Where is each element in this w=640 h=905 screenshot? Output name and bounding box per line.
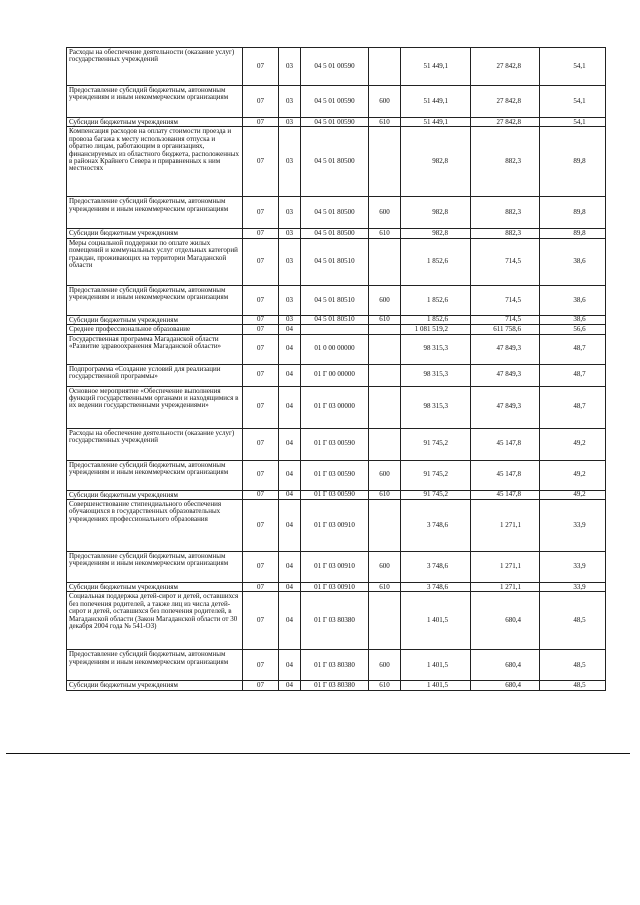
- cell-executed-amount: 714,5: [471, 285, 540, 315]
- cell-execution-percent: 54,1: [540, 86, 606, 118]
- cell-target-article: 01 Г 03 80380: [301, 681, 369, 690]
- cell-expense-type: 600: [369, 650, 401, 681]
- cell-section-code: 07: [243, 592, 279, 650]
- cell-executed-amount: 45 147,8: [471, 428, 540, 460]
- cell-execution-percent: 49,2: [540, 490, 606, 499]
- table-row: [67, 238, 606, 285]
- cell-executed-amount: 47 849,3: [471, 386, 540, 428]
- cell-execution-percent: 49,2: [540, 460, 606, 490]
- cell-target-article: 01 Г 03 00910: [301, 552, 369, 583]
- table-row: [67, 48, 606, 86]
- cell-section-code: 07: [243, 48, 279, 86]
- cell-execution-percent: 54,1: [540, 48, 606, 86]
- cell-expense-name: Предоставление субсидий бюджетным, автономным учреждениям и иным некоммерческим организациям: [67, 650, 243, 681]
- cell-planned-amount: 91 745,2: [401, 490, 471, 499]
- cell-planned-amount: 51 449,1: [401, 48, 471, 86]
- cell-section-code: 07: [243, 583, 279, 592]
- table-row: [67, 364, 606, 386]
- table-row: [67, 490, 606, 499]
- cell-section-code: 07: [243, 500, 279, 552]
- table-row: [67, 650, 606, 681]
- cell-target-article: 04 5 01 80500: [301, 197, 369, 229]
- cell-planned-amount: 982,8: [401, 197, 471, 229]
- cell-expense-name: Предоставление субсидий бюджетным, автономным учреждениям и иным некоммерческим организациям: [67, 460, 243, 490]
- cell-planned-amount: 1 401,5: [401, 592, 471, 650]
- cell-subsection-code: 04: [279, 583, 301, 592]
- cell-expense-type: [369, 127, 401, 197]
- cell-executed-amount: 47 849,3: [471, 364, 540, 386]
- cell-executed-amount: 714,5: [471, 315, 540, 324]
- cell-section-code: 07: [243, 650, 279, 681]
- cell-planned-amount: 1 401,5: [401, 681, 471, 690]
- cell-subsection-code: 03: [279, 229, 301, 238]
- table-row: [67, 285, 606, 315]
- cell-target-article: 04 5 01 00590: [301, 118, 369, 127]
- cell-subsection-code: 04: [279, 500, 301, 552]
- cell-planned-amount: 982,8: [401, 229, 471, 238]
- cell-planned-amount: 3 748,6: [401, 583, 471, 592]
- cell-expense-type: [369, 592, 401, 650]
- cell-execution-percent: 49,2: [540, 428, 606, 460]
- cell-expense-name: Социальная поддержка детей-сирот и детей, оставшихся без попечения родителей, а также лиц из числа детей-сирот и детей, оставшихся без попечения родителей, в Магаданской области (Закон Магаданской области от 30 декабря 2004 года № 541-ОЗ): [67, 592, 243, 650]
- cell-expense-type: [369, 238, 401, 285]
- cell-execution-percent: 33,9: [540, 552, 606, 583]
- cell-expense-name: Подпрограмма «Создание условий для реализации государственной программы»: [67, 364, 243, 386]
- cell-expense-name: Расходы на обеспечение деятельности (оказание услуг) государственных учреждений: [67, 48, 243, 86]
- cell-expense-name: Предоставление субсидий бюджетным, автономным учреждениям и иным некоммерческим организациям: [67, 197, 243, 229]
- table-row: [67, 428, 606, 460]
- cell-target-article: 01 Г 03 00590: [301, 460, 369, 490]
- cell-target-article: 01 Г 03 00590: [301, 490, 369, 499]
- cell-section-code: 07: [243, 490, 279, 499]
- cell-expense-name: Субсидии бюджетным учреждениям: [67, 490, 243, 499]
- cell-planned-amount: 98 315,3: [401, 386, 471, 428]
- table-row: [67, 325, 606, 334]
- cell-expense-name: Субсидии бюджетным учреждениям: [67, 315, 243, 324]
- cell-expense-name: Меры социальной поддержки по оплате жилых помещений и коммунальных услуг отдельных категорий граждан, проживающих на территории Магаданской области: [67, 238, 243, 285]
- cell-target-article: 04 5 01 00590: [301, 48, 369, 86]
- table-row: [67, 86, 606, 118]
- cell-expense-name: Субсидии бюджетным учреждениям: [67, 681, 243, 690]
- cell-planned-amount: 3 748,6: [401, 500, 471, 552]
- cell-target-article: 01 Г 03 00910: [301, 583, 369, 592]
- cell-section-code: 07: [243, 127, 279, 197]
- table-row: [67, 500, 606, 552]
- cell-execution-percent: 48,7: [540, 364, 606, 386]
- cell-target-article: 01 Г 00 00000: [301, 364, 369, 386]
- cell-execution-percent: 33,9: [540, 583, 606, 592]
- cell-section-code: 07: [243, 285, 279, 315]
- cell-planned-amount: 982,8: [401, 127, 471, 197]
- table-row: [67, 229, 606, 238]
- cell-execution-percent: 89,8: [540, 197, 606, 229]
- cell-executed-amount: 714,5: [471, 238, 540, 285]
- cell-subsection-code: 04: [279, 364, 301, 386]
- cell-subsection-code: 03: [279, 127, 301, 197]
- cell-section-code: 07: [243, 460, 279, 490]
- cell-subsection-code: 03: [279, 197, 301, 229]
- budget-execution-table: [66, 47, 606, 691]
- cell-expense-name: Предоставление субсидий бюджетным, автономным учреждениям и иным некоммерческим организациям: [67, 285, 243, 315]
- page-bottom-rule: [6, 753, 630, 754]
- cell-section-code: 07: [243, 229, 279, 238]
- table-row: [67, 334, 606, 364]
- cell-expense-type: 600: [369, 197, 401, 229]
- cell-expense-type: [369, 386, 401, 428]
- cell-subsection-code: 03: [279, 315, 301, 324]
- cell-execution-percent: 48,5: [540, 681, 606, 690]
- cell-planned-amount: 1 401,5: [401, 650, 471, 681]
- cell-subsection-code: 04: [279, 428, 301, 460]
- cell-execution-percent: 48,7: [540, 386, 606, 428]
- cell-planned-amount: 51 449,1: [401, 118, 471, 127]
- cell-planned-amount: 98 315,3: [401, 364, 471, 386]
- cell-execution-percent: 38,6: [540, 285, 606, 315]
- cell-planned-amount: 3 748,6: [401, 552, 471, 583]
- table-row: [67, 552, 606, 583]
- cell-execution-percent: 56,6: [540, 325, 606, 334]
- cell-expense-type: 610: [369, 118, 401, 127]
- table-row: [67, 315, 606, 324]
- cell-subsection-code: 03: [279, 48, 301, 86]
- table-row: [67, 118, 606, 127]
- cell-target-article: 01 Г 03 00000: [301, 386, 369, 428]
- cell-executed-amount: 27 842,8: [471, 86, 540, 118]
- cell-subsection-code: 04: [279, 386, 301, 428]
- cell-subsection-code: 03: [279, 118, 301, 127]
- cell-executed-amount: 882,3: [471, 127, 540, 197]
- cell-execution-percent: 89,8: [540, 229, 606, 238]
- cell-expense-type: [369, 325, 401, 334]
- cell-subsection-code: 04: [279, 334, 301, 364]
- cell-planned-amount: 1 852,6: [401, 285, 471, 315]
- cell-planned-amount: 98 315,3: [401, 334, 471, 364]
- cell-expense-type: 610: [369, 681, 401, 690]
- cell-expense-type: 610: [369, 490, 401, 499]
- cell-expense-name: Компенсация расходов на оплату стоимости проезда и провоза багажа к месту использования отпуска и обратно лицам, работающим в организациях, финансируемых из областного бюджета, расположенных в районах Крайнего Севера и приравненных к ним местностях: [67, 127, 243, 197]
- cell-expense-type: 610: [369, 229, 401, 238]
- table-body: [67, 48, 606, 691]
- cell-expense-type: 600: [369, 552, 401, 583]
- cell-expense-type: 600: [369, 86, 401, 118]
- cell-target-article: 04 5 01 80500: [301, 127, 369, 197]
- cell-expense-name: Основное мероприятие «Обеспечение выполнения функций государственными органами и находящимися в их ведении государственными учреждениями»: [67, 386, 243, 428]
- cell-target-article: 04 5 01 80510: [301, 285, 369, 315]
- cell-section-code: 07: [243, 364, 279, 386]
- table-row: [67, 197, 606, 229]
- cell-execution-percent: 48,5: [540, 650, 606, 681]
- cell-expense-type: 600: [369, 460, 401, 490]
- cell-section-code: 07: [243, 552, 279, 583]
- cell-executed-amount: 680,4: [471, 592, 540, 650]
- cell-subsection-code: 04: [279, 650, 301, 681]
- cell-section-code: 07: [243, 238, 279, 285]
- table-row: [67, 592, 606, 650]
- table-row: [67, 460, 606, 490]
- cell-subsection-code: 04: [279, 490, 301, 499]
- cell-section-code: 07: [243, 197, 279, 229]
- cell-subsection-code: 04: [279, 592, 301, 650]
- cell-subsection-code: 03: [279, 285, 301, 315]
- cell-expense-name: Государственная программа Магаданской области «Развитие здравоохранения Магаданской области»: [67, 334, 243, 364]
- cell-target-article: 04 5 01 80500: [301, 229, 369, 238]
- cell-planned-amount: 1 852,6: [401, 315, 471, 324]
- cell-target-article: 04 5 01 00590: [301, 86, 369, 118]
- cell-executed-amount: 882,3: [471, 229, 540, 238]
- cell-executed-amount: 680,4: [471, 681, 540, 690]
- cell-planned-amount: 91 745,2: [401, 428, 471, 460]
- cell-expense-type: [369, 500, 401, 552]
- table-row: [67, 127, 606, 197]
- cell-execution-percent: 89,8: [540, 127, 606, 197]
- cell-executed-amount: 1 271,1: [471, 583, 540, 592]
- cell-expense-name: Совершенствование стипендиального обеспечения обучающихся в государственных образовательных учреждениях профессионального образования: [67, 500, 243, 552]
- cell-executed-amount: 680,4: [471, 650, 540, 681]
- cell-expense-name: Расходы на обеспечение деятельности (оказание услуг) государственных учреждений: [67, 428, 243, 460]
- cell-target-article: 04 5 01 80510: [301, 315, 369, 324]
- cell-executed-amount: 27 842,8: [471, 48, 540, 86]
- cell-expense-type: [369, 48, 401, 86]
- cell-target-article: 01 Г 03 00590: [301, 428, 369, 460]
- cell-expense-type: [369, 334, 401, 364]
- cell-execution-percent: 38,6: [540, 238, 606, 285]
- cell-section-code: 07: [243, 681, 279, 690]
- cell-section-code: 07: [243, 86, 279, 118]
- cell-target-article: 01 Г 03 80380: [301, 592, 369, 650]
- cell-section-code: 07: [243, 325, 279, 334]
- table-row: [67, 583, 606, 592]
- cell-expense-name: Предоставление субсидий бюджетным, автономным учреждениям и иным некоммерческим организациям: [67, 86, 243, 118]
- cell-executed-amount: 45 147,8: [471, 460, 540, 490]
- cell-executed-amount: 882,3: [471, 197, 540, 229]
- cell-subsection-code: 04: [279, 681, 301, 690]
- cell-execution-percent: 54,1: [540, 118, 606, 127]
- cell-expense-name: Субсидии бюджетным учреждениям: [67, 118, 243, 127]
- cell-subsection-code: 04: [279, 552, 301, 583]
- cell-target-article: 04 5 01 80510: [301, 238, 369, 285]
- cell-expense-type: [369, 428, 401, 460]
- cell-subsection-code: 04: [279, 325, 301, 334]
- cell-expense-name: Среднее профессиональное образование: [67, 325, 243, 334]
- cell-planned-amount: 1 852,6: [401, 238, 471, 285]
- table-row: [67, 386, 606, 428]
- cell-section-code: 07: [243, 118, 279, 127]
- cell-target-article: 01 0 00 00000: [301, 334, 369, 364]
- cell-target-article: 01 Г 03 80380: [301, 650, 369, 681]
- cell-executed-amount: 45 147,8: [471, 490, 540, 499]
- cell-execution-percent: 48,7: [540, 334, 606, 364]
- cell-subsection-code: 03: [279, 238, 301, 285]
- cell-executed-amount: 1 271,1: [471, 500, 540, 552]
- cell-expense-type: 610: [369, 315, 401, 324]
- cell-section-code: 07: [243, 315, 279, 324]
- cell-target-article: 01 Г 03 00910: [301, 500, 369, 552]
- cell-expense-name: Субсидии бюджетным учреждениям: [67, 583, 243, 592]
- cell-subsection-code: 03: [279, 86, 301, 118]
- cell-executed-amount: 47 849,3: [471, 334, 540, 364]
- cell-execution-percent: 38,6: [540, 315, 606, 324]
- cell-expense-type: 610: [369, 583, 401, 592]
- cell-subsection-code: 04: [279, 460, 301, 490]
- cell-section-code: 07: [243, 428, 279, 460]
- cell-execution-percent: 48,5: [540, 592, 606, 650]
- cell-section-code: 07: [243, 334, 279, 364]
- cell-planned-amount: 91 745,2: [401, 460, 471, 490]
- cell-target-article: [301, 325, 369, 334]
- cell-section-code: 07: [243, 386, 279, 428]
- cell-executed-amount: 27 842,8: [471, 118, 540, 127]
- cell-expense-name: Субсидии бюджетным учреждениям: [67, 229, 243, 238]
- cell-executed-amount: 1 271,1: [471, 552, 540, 583]
- cell-expense-type: [369, 364, 401, 386]
- cell-planned-amount: 51 449,1: [401, 86, 471, 118]
- cell-expense-type: 600: [369, 285, 401, 315]
- table-row: [67, 681, 606, 690]
- cell-planned-amount: 1 081 519,2: [401, 325, 471, 334]
- cell-expense-name: Предоставление субсидий бюджетным, автономным учреждениям и иным некоммерческим организациям: [67, 552, 243, 583]
- cell-executed-amount: 611 758,6: [471, 325, 540, 334]
- cell-execution-percent: 33,9: [540, 500, 606, 552]
